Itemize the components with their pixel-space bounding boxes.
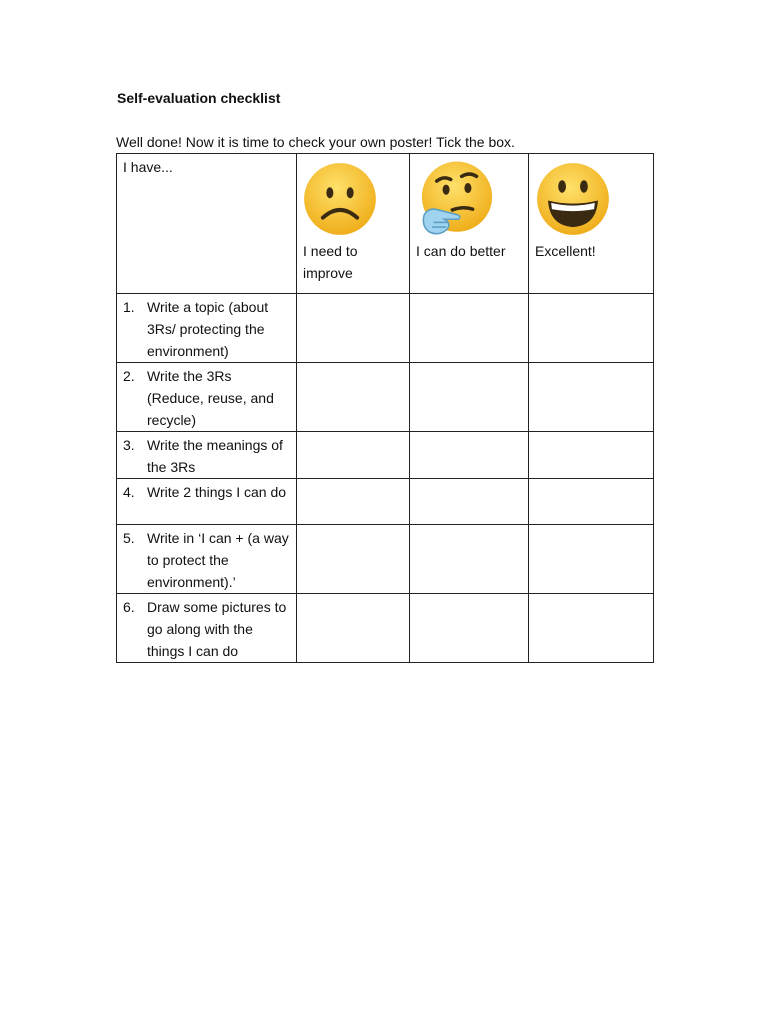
tick-box-can-do-better[interactable] <box>410 294 529 363</box>
grinning-face-icon <box>534 160 612 238</box>
item-text: Draw some pictures to go along with the things I can do <box>147 599 287 659</box>
item-number: 3. <box>123 437 135 453</box>
item-number: 2. <box>123 368 135 384</box>
item-cell <box>117 432 297 479</box>
item-cell <box>117 294 297 363</box>
item-number: 5. <box>123 530 135 546</box>
rating-need-improve <box>297 154 410 294</box>
item-cell <box>117 363 297 432</box>
item-text: Write in ‘I can + (a way to protect the environment).’ <box>147 530 289 590</box>
frowning-face-icon <box>301 160 379 238</box>
table-row <box>117 363 654 432</box>
tick-box-excellent[interactable] <box>529 294 654 363</box>
tick-box-can-do-better[interactable] <box>410 432 529 479</box>
page-title: Self-evaluation checklist <box>117 90 281 106</box>
rating-label: I need to improve <box>303 243 358 281</box>
tick-box-need-improve[interactable] <box>297 363 410 432</box>
rating-excellent <box>529 154 654 294</box>
rating-can-do-better <box>410 154 529 294</box>
table-row <box>117 294 654 363</box>
table-row <box>117 525 654 594</box>
item-cell <box>117 594 297 663</box>
tick-box-can-do-better[interactable] <box>410 525 529 594</box>
item-text: Write 2 things I can do <box>147 484 287 500</box>
tick-box-excellent[interactable] <box>529 479 654 525</box>
tick-box-excellent[interactable] <box>529 525 654 594</box>
tick-box-excellent[interactable] <box>529 363 654 432</box>
tick-box-need-improve[interactable] <box>297 479 410 525</box>
table-header-row <box>117 154 654 294</box>
item-cell <box>117 525 297 594</box>
tick-box-need-improve[interactable] <box>297 294 410 363</box>
item-text: Write the 3Rs (Reduce, reuse, and recycle) <box>147 368 274 428</box>
rating-label: I can do better <box>416 243 506 259</box>
tick-box-can-do-better[interactable] <box>410 594 529 663</box>
tick-box-need-improve[interactable] <box>297 525 410 594</box>
tick-box-can-do-better[interactable] <box>410 363 529 432</box>
item-text: Write the meanings of the 3Rs <box>147 437 283 475</box>
item-text: Write a topic (about 3Rs/ protecting the environment) <box>147 299 269 359</box>
table-row <box>117 432 654 479</box>
intro-text: Well done! Now it is time to check your own poster! Tick the box. <box>116 134 515 150</box>
lead-label: I have... <box>123 159 173 175</box>
item-number: 4. <box>123 484 135 500</box>
thinking-face-icon <box>418 160 496 238</box>
tick-box-excellent[interactable] <box>529 432 654 479</box>
tick-box-need-improve[interactable] <box>297 594 410 663</box>
tick-box-need-improve[interactable] <box>297 432 410 479</box>
tick-box-excellent[interactable] <box>529 594 654 663</box>
tick-box-can-do-better[interactable] <box>410 479 529 525</box>
table-row <box>117 594 654 663</box>
table-row <box>117 479 654 525</box>
item-cell <box>117 479 297 525</box>
self-evaluation-table <box>116 153 654 663</box>
lead-cell <box>117 154 297 294</box>
rating-label: Excellent! <box>535 243 596 259</box>
item-number: 1. <box>123 299 135 315</box>
item-number: 6. <box>123 599 135 615</box>
